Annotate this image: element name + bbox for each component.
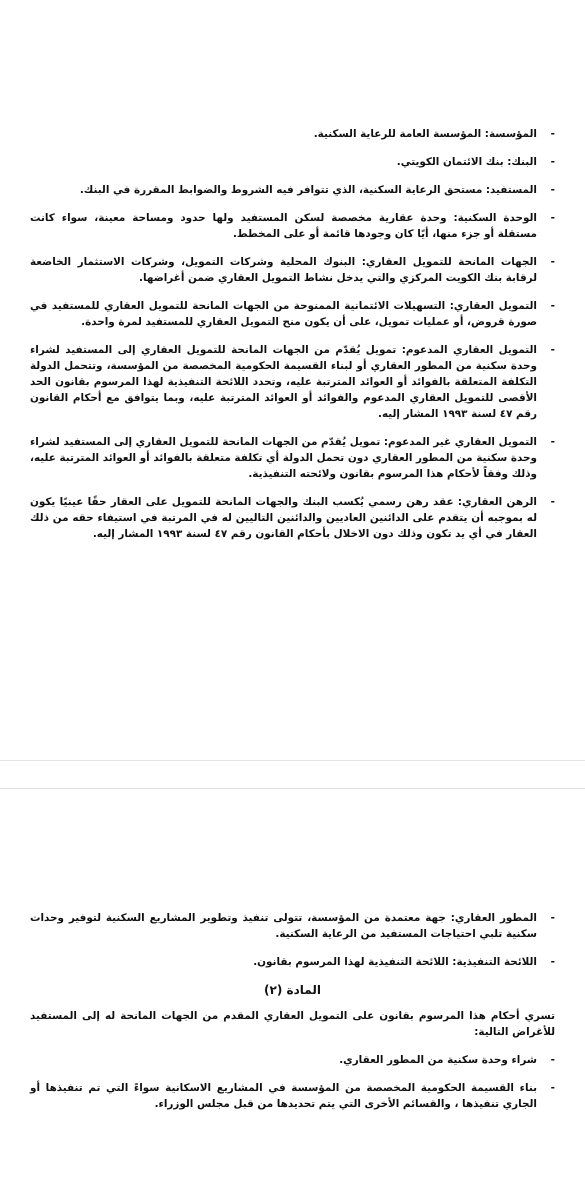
bullet: -: [550, 496, 555, 508]
page-divider: [0, 760, 585, 761]
bullet: -: [550, 912, 555, 924]
definition-text: الجهات المانحة للتمويل العقاري: البنوك المحلية وشركات التمويل، وشركات الاستثمار الخاضعة لرقابة بنك الكويت المركزي والتي يدخل نشاط التمويل العقاري ضمن أغراضها.: [30, 256, 537, 284]
bullet: -: [550, 1054, 555, 1066]
bullet: -: [550, 184, 555, 196]
definition-item: [30, 298, 555, 330]
page-2-content: [30, 910, 555, 1124]
definitions-list: [30, 126, 555, 554]
definition-item: [30, 254, 555, 286]
bullet: -: [550, 212, 555, 224]
bullet: -: [550, 256, 555, 268]
definition-item: [30, 434, 555, 482]
definition-item: [30, 126, 555, 142]
bullet: -: [550, 956, 555, 968]
definition-item: [30, 910, 555, 942]
page-gap: [0, 628, 585, 790]
bullet: -: [550, 300, 555, 312]
bullet: -: [550, 436, 555, 448]
definition-text: المطور العقاري: جهة معتمدة من المؤسسة، تتولى تنفيذ وتطوير المشاريع السكنية لتوفير وحدات سكنية تلبي احتياجات المستفيد من الرعاية السكنية.: [30, 912, 537, 940]
bullet: -: [550, 1082, 555, 1094]
definition-item: [30, 154, 555, 170]
definition-text: التمويل العقاري غير المدعوم: تمويل يُقدّم من الجهات المانحة للتمويل العقاري إلى المستفيد لشراء وحدة سكنية من المطور العقاري دون تحمل الدولة أي تكلفة متعلقة بالفوائد أو العوائد المترتبة عليه، وذلك وفقاً لأحكام هذا المرسوم بقانون ولائحته التنفيذية.: [30, 436, 537, 480]
article-intro: تسري أحكام هذا المرسوم بقانون على التمويل العقاري المقدم من الجهات المانحة له إلى المستفيد للأغراض التالية:: [30, 1010, 555, 1038]
page-divider: [0, 788, 585, 789]
definition-text: المؤسسة: المؤسسة العامة للرعاية السكنية.: [313, 128, 537, 140]
definition-item: [30, 954, 555, 970]
definition-item: [30, 210, 555, 242]
purpose-item: [30, 1080, 555, 1112]
document-page-2: [0, 790, 585, 1200]
article-title: المادة (٢): [264, 983, 321, 997]
definition-text: التمويل العقاري: التسهيلات الائتمانية الممنوحة من الجهات المانحة للتمويل العقاري للمستفيد في صورة قروض، أو عمليات تمويل، على أن يكون منح التمويل العقاري للمستفيد لمرة واحدة.: [30, 300, 537, 328]
purpose-text: شراء وحدة سكنية من المطور العقاري.: [339, 1054, 537, 1066]
definition-text: البنك: بنك الائتمان الكويتي.: [396, 156, 537, 168]
purpose-item: [30, 1052, 555, 1068]
definition-text: الرهن العقاري: عقد رهن رسمي يُكسب البنك والجهات المانحة للتمويل على العقار حقًا عينيًا يكون له بموجبه أن يتقدم على الدائنين العاديين والدائنين التاليين له في المرتبة في استيفاء حقه من ذلك العقار في أي يد تكون وذلك دون الاخلال بأحكام القانون رقم ٤٧ لسنة ١٩٩٣ المشار إليه.: [30, 496, 537, 540]
definition-item: [30, 494, 555, 542]
definition-text: التمويل العقاري المدعوم: تمويل يُقدّم من الجهات المانحة للتمويل العقاري إلى المستفيد لشراء وحدة سكنية من المطور العقاري أو لبناء القسيمة الحكومية المخصصة من المؤسسة، وتتحمل الدولة التكلفة المتعلقة بالفوائد أو العوائد المترتبة عليه، وتحدد اللائحة التنفيذية لهذا المرسوم بقانون الحد الأقصى للتمويل العقاري المدعوم والفوائد أو العوائد المترتبة عليه، وبما يتوافق مع أحكام القانون رقم ٤٧ لسنة ١٩٩٣ المشار إليه.: [30, 344, 537, 420]
definition-item: [30, 182, 555, 198]
bullet: -: [550, 344, 555, 356]
bullet: -: [550, 156, 555, 168]
definition-text: اللائحة التنفيذية: اللائحة التنفيذية لهذا المرسوم بقانون.: [253, 956, 537, 968]
purpose-text: بناء القسيمة الحكومية المخصصة من المؤسسة في المشاريع الاسكانية سواءً التي تم تنفيذها أو الجاري تنفيذها ، والقسائم الأخرى التي يتم تحديدها من قبل مجلس الوزراء.: [30, 1082, 537, 1110]
bullet: -: [550, 128, 555, 140]
definition-item: [30, 342, 555, 422]
definition-text: الوحدة السكنية: وحدة عقارية مخصصة لسكن المستفيد ولها حدود ومساحة معينة، سواء كانت مستقلة أو جزء منها، أيًا كان وجودها قائمة أو على المخطط.: [30, 212, 537, 240]
definition-text: المستفيد: مستحق الرعاية السكنية، الذي تتوافر فيه الشروط والضوابط المقررة في البنك.: [79, 184, 537, 196]
